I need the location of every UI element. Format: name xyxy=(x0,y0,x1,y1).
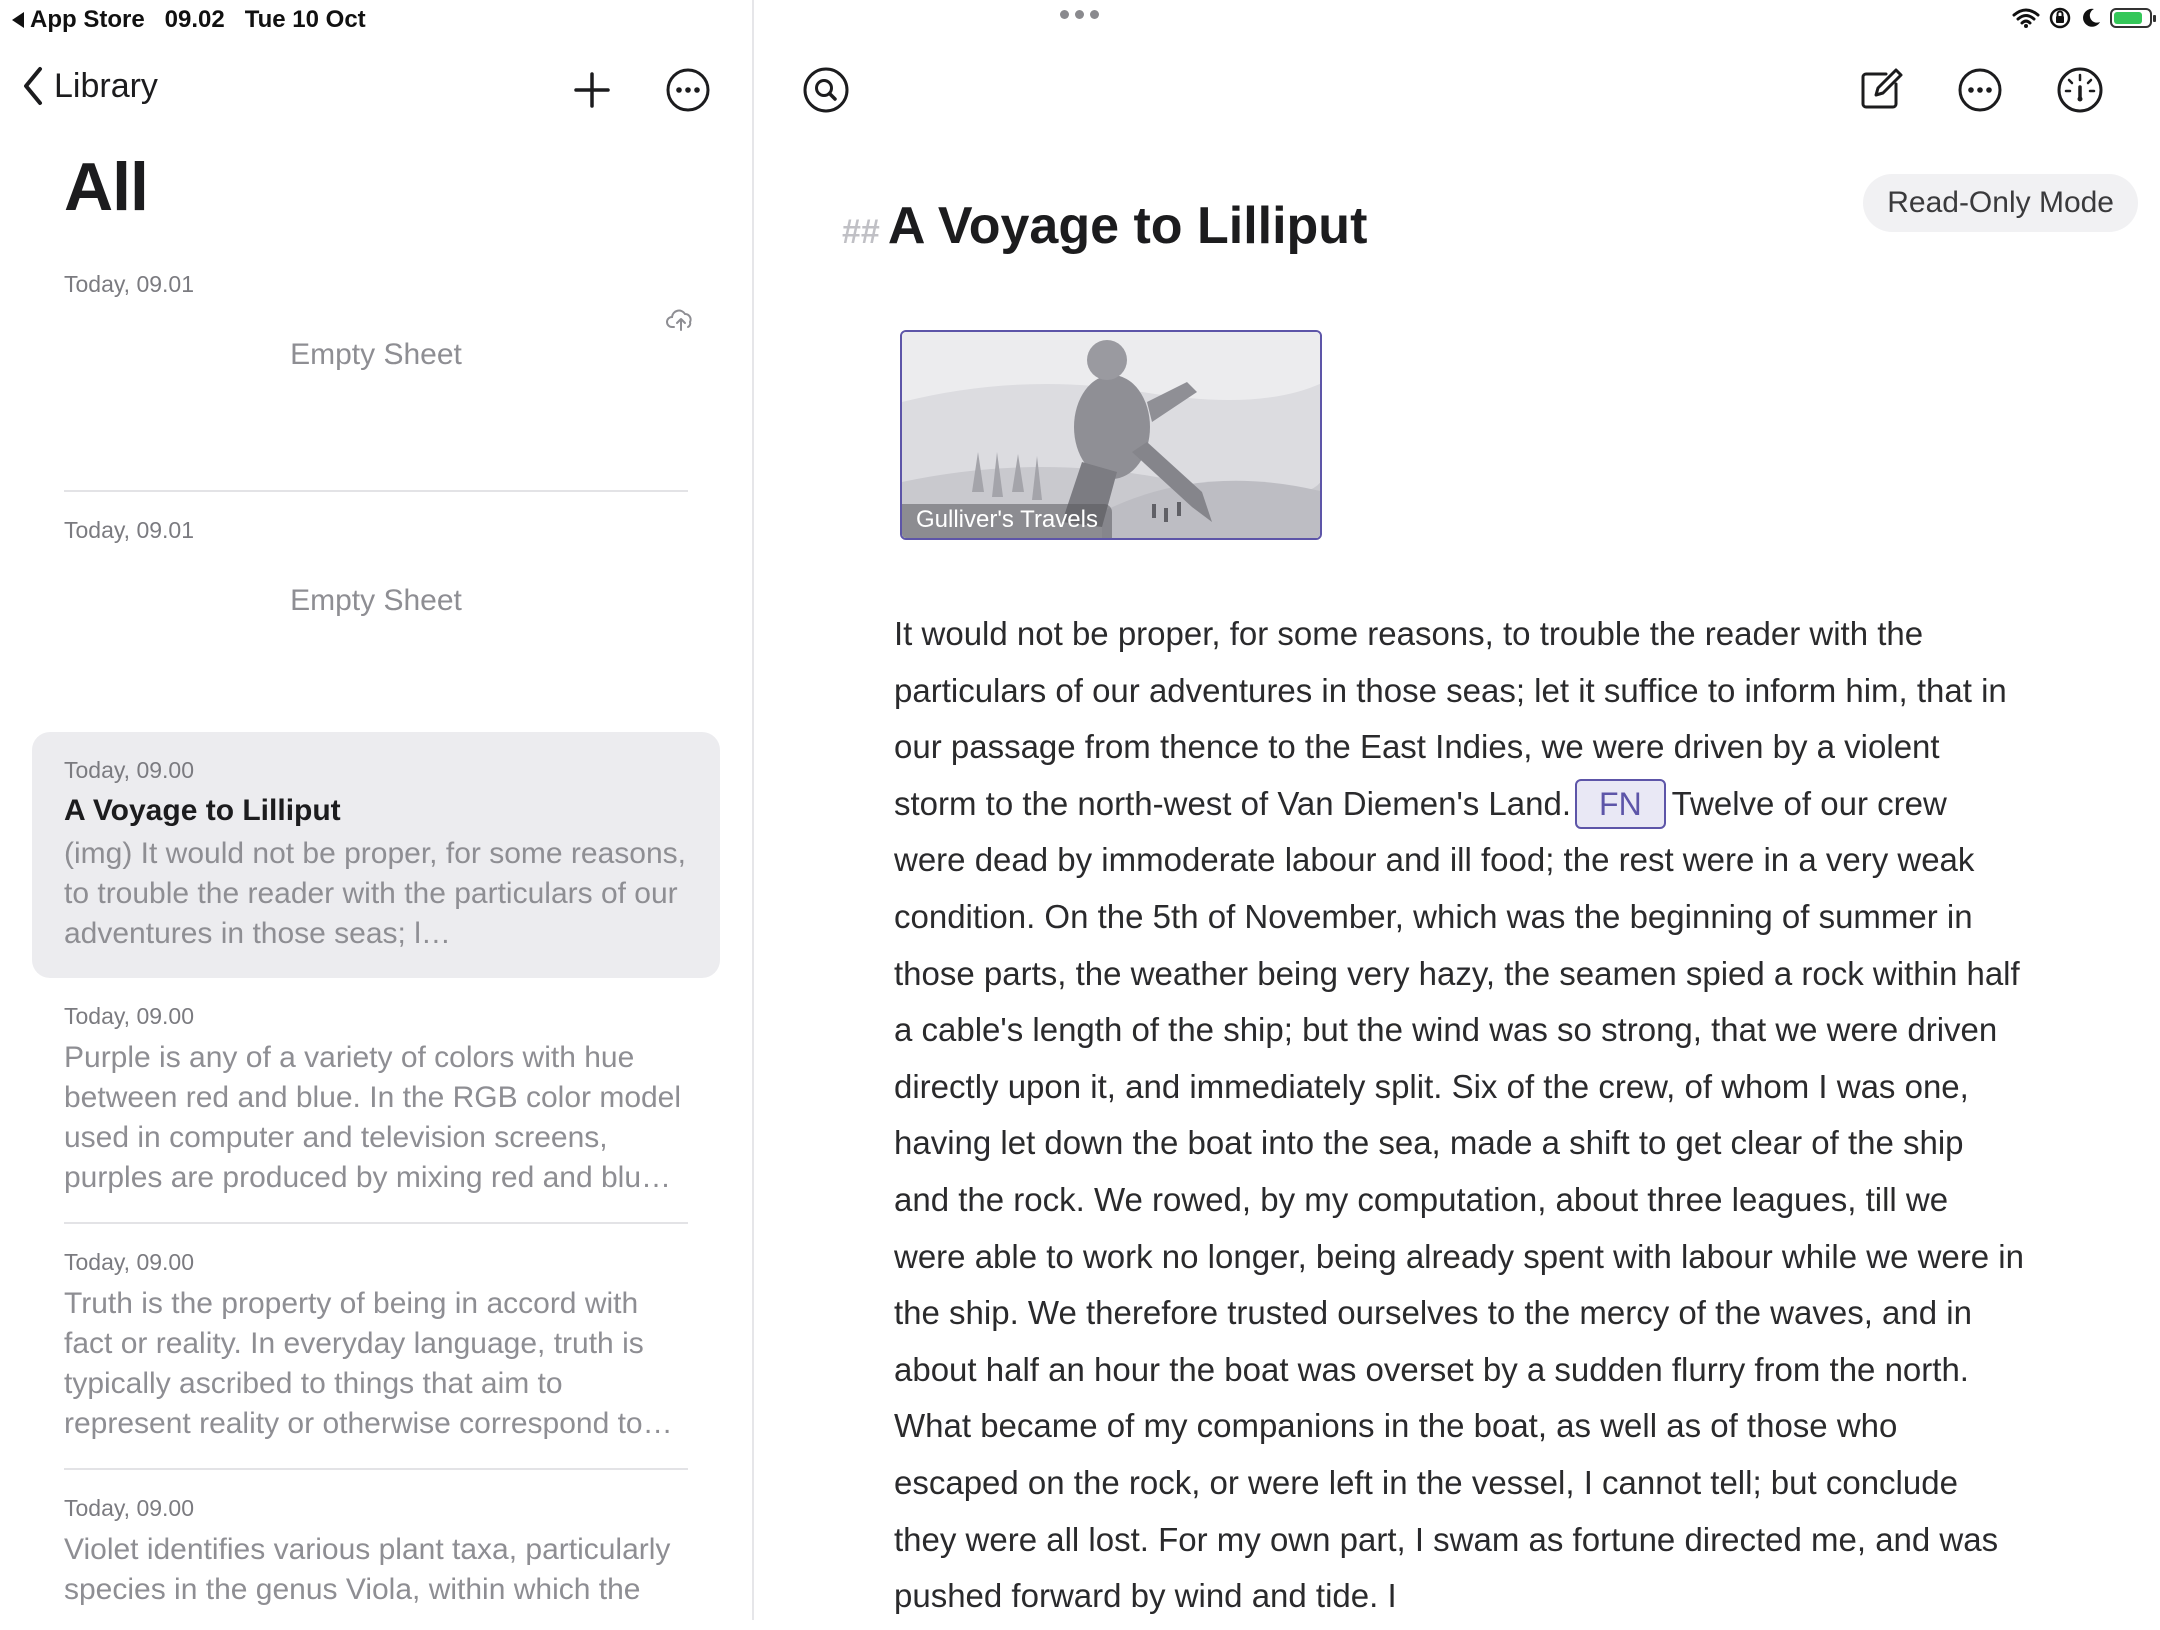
library-back-label: Library xyxy=(54,66,158,105)
more-icon xyxy=(1957,67,2003,113)
search-button[interactable] xyxy=(796,60,856,120)
note-item-selected[interactable] xyxy=(32,732,720,978)
note-item[interactable] xyxy=(32,978,720,1224)
note-empty-label: Empty Sheet xyxy=(290,338,462,371)
note-item[interactable] xyxy=(32,1470,720,1630)
note-title: A Voyage to Lilliput xyxy=(64,794,341,827)
more-icon xyxy=(665,67,711,113)
embedded-image[interactable] xyxy=(900,330,1322,540)
footnote-marker[interactable]: FN xyxy=(1575,779,1666,829)
note-item[interactable] xyxy=(32,492,720,716)
plus-icon xyxy=(572,70,612,110)
note-date: Today, 09.00 xyxy=(64,757,195,783)
note-empty-label: Empty Sheet xyxy=(290,584,462,617)
search-icon xyxy=(802,66,850,114)
status-date: Tue 10 Oct xyxy=(244,6,366,33)
compose-icon xyxy=(1856,66,1904,114)
note-preview: (img) It would not be proper, for some reasons, to trouble the reader with the particulars of our adventures in those seas; l… xyxy=(64,837,686,950)
image-caption: Gulliver's Travels xyxy=(902,504,1112,538)
sidebar-more-button[interactable] xyxy=(658,60,718,120)
body-text-part-2: Twelve of our crew were dead by immoderate labour and ill food; the rest were in a very weak condition. On the 5th of November, which was the beginning of summer in those parts, the weather being very hazy, the seamen spied a rock within half a cable's length of the ship; but the wind was so strong, that we were driven directly upon it, and immediately split. Six of the crew, of whom I was one, having let down the boat into the sea, made a shift to get clear of the ship and the rock. We rowed, by my computation, about three leagues, till we were able to work no longer, being already spent with labour while we were in the ship. We therefore trusted ourselves to the mercy of the waves, and in about half an hour the boat was overset by a sudden flurry from the north. What became of my companions in the boat, as well as of those who escaped on the rock, or were left in the vessel, I cannot tell; but conclude they were all lost. For my own part, I swam as fortune directed me, and was pushed forward by wind and tide. I xyxy=(894,784,2024,1615)
heading-row xyxy=(842,196,1367,256)
note-list xyxy=(0,268,752,1630)
note-date: Today, 09.01 xyxy=(64,271,195,297)
add-note-button[interactable] xyxy=(562,60,622,120)
note-preview: Purple is any of a variety of colors with hue between red and blue. In the RGB color model used in computer and television screens, purples are produced by mixing red and blu… xyxy=(64,1041,682,1194)
cloud-upload-icon xyxy=(666,308,696,332)
heading-marker: ## xyxy=(842,213,880,251)
note-preview: Truth is the property of being in accord with fact or reality. In everyday language, truth is typically ascribed to things that aim to represent reality or otherwise correspond to… xyxy=(64,1287,673,1440)
status-time: 09.02 xyxy=(164,6,225,33)
document-body xyxy=(894,606,2024,1625)
sidebar-toolbar xyxy=(0,60,752,120)
note-date: Today, 09.00 xyxy=(64,1003,195,1029)
back-app-label: App Store xyxy=(30,6,145,33)
read-only-mode-badge[interactable]: Read-Only Mode xyxy=(1863,174,2138,232)
dashboard-icon xyxy=(2056,66,2104,114)
chevron-left-icon xyxy=(22,66,44,106)
notes-sidebar xyxy=(0,0,754,1620)
body-text-part-1: It would not be proper, for some reasons, to trouble the reader with the particulars of our adventures in those seas; let it suffice to inform him, that in our passage from thence to the East Indies, we were driven by a violent storm to the north-west of Van Diemen's Land. xyxy=(894,615,2007,822)
note-item[interactable] xyxy=(32,1224,720,1470)
library-back-button[interactable] xyxy=(22,66,158,106)
note-date: Today, 09.00 xyxy=(64,1249,195,1275)
note-preview: Violet identifies various plant taxa, particularly species in the genus Viola, within which the xyxy=(64,1533,671,1606)
note-date: Today, 09.01 xyxy=(64,517,195,543)
document-heading: A Voyage to Lilliput xyxy=(887,197,1368,255)
compose-button[interactable] xyxy=(1850,60,1910,120)
editor-more-button[interactable] xyxy=(1950,60,2010,120)
editor-pane xyxy=(754,0,2160,1620)
note-date: Today, 09.00 xyxy=(64,1495,195,1521)
page-title: All xyxy=(64,149,148,225)
dashboard-button[interactable] xyxy=(2050,60,2110,120)
note-item[interactable] xyxy=(32,268,720,492)
